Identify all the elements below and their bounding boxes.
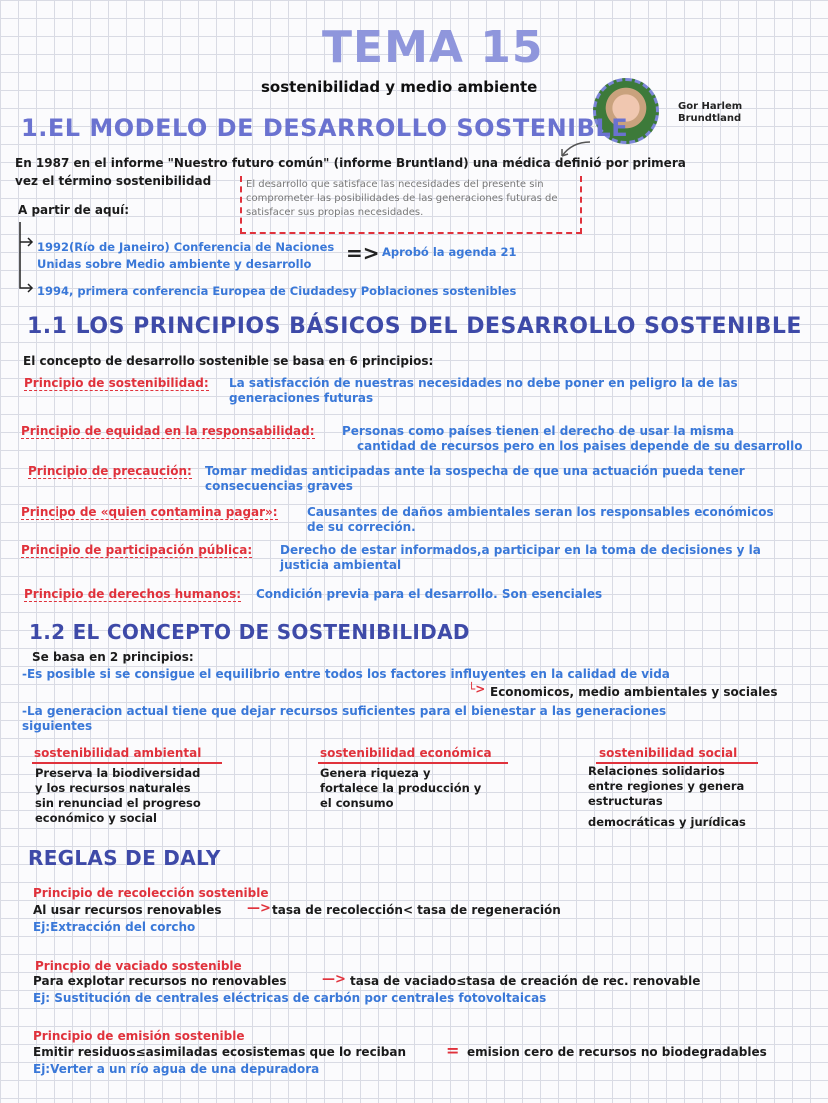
principle-desc-line1: Derecho de estar informados,a participar en la toma de decisiones y la (280, 543, 761, 557)
daly-rule-left: Para explotar recursos no renovables (33, 974, 287, 988)
implies-arrow-icon: => (346, 241, 380, 265)
section-1-2-principle-2-line2: siguientes (22, 719, 93, 733)
section-1-1-intro: El concepto de desarrollo sostenible se basa en 6 principios: (23, 354, 434, 368)
column-text-line: fortalece la producción y (320, 781, 482, 795)
principle-desc-line2: consecuencias graves (205, 479, 353, 493)
section-1-heading: 1.EL MODELO DE DESARROLLO SOSTENIBLE (21, 114, 629, 142)
timeline-item-2: 1994, primera conferencia Europea de Ciudadesy Poblaciones sostenibles (37, 284, 517, 298)
definition-text: El desarrollo que satisface las necesidades del presente sin comprometer las posibilidades de las generaciones futuras de satisfacer sus propias necesidades. (246, 179, 558, 218)
timeline-item-1-line2: Unidas sobre Medio ambiente y desarrollo (37, 257, 312, 271)
column-text-line: Genera riqueza y (320, 766, 431, 780)
principle-desc-line1: Condición previa para el desarrollo. Son esenciales (256, 587, 603, 601)
daly-rule-example: Ej: Sustitución de centrales eléctricas de carbón por centrales fotovoltaicas (33, 991, 547, 1005)
daly-rule-left: Al usar recursos renovables (33, 903, 222, 917)
section-1-intro-line2: vez el término sostenibilidad (15, 174, 212, 188)
principle-desc-line1: La satisfacción de nuestras necesidades no debe poner en peligro la de las (229, 376, 738, 390)
principle-name: Princ𝗂po de «quien contamina pagar»: (21, 505, 278, 519)
column-text-line: Preserva la biodiversidad (35, 766, 201, 780)
column-text-line: y los recursos naturales (35, 781, 191, 795)
timeline-item-1-result: Aprobó la agenda 21 (382, 245, 517, 259)
section-1-intro-line1: En 1987 en el informe "Nuestro futuro común" (informe Bruntland) una médica definió por primera (15, 156, 686, 170)
principle-desc-line1: Causantes de daños ambientales seran los responsables económicos (307, 505, 774, 519)
arrow-icon: —> (247, 901, 271, 916)
principle-name: Principio de derechos humanos: (24, 587, 242, 601)
column-underline (318, 762, 508, 764)
person-name-last: Brundtland (678, 113, 742, 124)
daly-heading: REGLAS DE DALY (28, 846, 221, 870)
section-1-2-principle-1: -Es posible si se consigue el equilibrio entre todos los factores influyentes en la calidad de vida (22, 667, 670, 681)
daly-rule-right: tasa de vaciado≤tasa de creación de rec. renovable (350, 974, 701, 988)
column-text-line: el consumo (320, 796, 394, 810)
column-title-economic: sostenibilidad económica (320, 746, 492, 760)
section-1-2-principle-1-result: Economicos, medio ambientales y sociales (490, 685, 778, 699)
column-title-social: sostenibilidad social (599, 746, 738, 760)
person-name-first: Gor Harlem (678, 101, 743, 112)
daly-rule-example: Ej:Verter a un río agua de una depuradora (33, 1062, 320, 1076)
column-underline (32, 762, 222, 764)
column-text-line: Relaciones solidarios (588, 764, 725, 778)
section-1-1-heading: 1.1 LOS PRINCIPIOS BÁSICOS DEL DESARROLLO SOSTENIBLE (27, 314, 802, 339)
daly-rule-example: Ej:Extracción del corcho (33, 920, 196, 934)
daly-rule-right: emision cero de recursos no biodegradables (467, 1045, 767, 1059)
section-1-2-principle-2-line1: -La generacion actual tiene que dejar recursos suficientes para el bienestar a las generaciones (22, 704, 667, 718)
arrow-icon: —> (322, 972, 346, 987)
daly-rule-left: Emitir residuos≤asimiladas ecosistemas que lo reciban (33, 1045, 407, 1059)
principle-name: Principio de precaución: (28, 464, 192, 478)
section-1-2-intro: Se basa en 2 principios: (32, 650, 194, 664)
daly-rule-title: Principio de recolección sostenible (33, 886, 269, 900)
principle-name: Principio de equidad en la responsabilidad: (21, 424, 315, 438)
principle-desc-line1: Tomar medidas anticipadas ante la sospecha de que una actuación pueda tener (205, 464, 745, 478)
timeline-bracket (14, 218, 36, 294)
principle-desc-line2: justicia ambiental (280, 558, 402, 572)
page-subtitle: sostenibilidad y medio ambiente (261, 78, 538, 96)
daly-rule-title: Princpio de vaciado sostenible (35, 959, 242, 973)
principle-name: Principio de sostenibilidad: (24, 376, 209, 390)
principle-name: Principio de participación pública: (21, 543, 253, 557)
principle-desc-line2: de su correción. (307, 520, 416, 534)
column-text-line: sin renunciad el progreso (35, 796, 201, 810)
principle-desc-line1: Personas como países tienen el derecho de usar la misma (342, 424, 735, 438)
column-text-line: económico y social (35, 811, 157, 825)
page-title: TEMA 15 (322, 22, 544, 73)
principle-desc-line2: generaciones futuras (229, 391, 374, 405)
section-1-2-heading: 1.2 EL CONCEPTO DE SOSTENIBILIDAD (29, 620, 470, 644)
principle-desc-line2: cantidad de recursos pero en los paises depende de su desarrollo (357, 439, 803, 453)
column-text-line: democráticas y jurídicas (588, 815, 746, 829)
column-text-line: entre regiones y genera (588, 779, 745, 793)
timeline-item-1-line1: 1992(Río de Janeiro) Conferencia de Naciones (37, 240, 335, 254)
daly-rule-right: tasa de recolección< tasa de regeneración (272, 903, 561, 917)
from-here-label: A partir de aquí: (18, 203, 130, 217)
daly-rule-title: Principio de emisión sostenible (33, 1029, 245, 1043)
column-text-line: estructuras (588, 794, 663, 808)
equals-icon: = (446, 1041, 460, 1060)
column-title-environmental: sostenibilidad ambiental (34, 746, 202, 760)
definition-box (240, 176, 582, 234)
result-arrow-icon: └> (468, 682, 486, 696)
